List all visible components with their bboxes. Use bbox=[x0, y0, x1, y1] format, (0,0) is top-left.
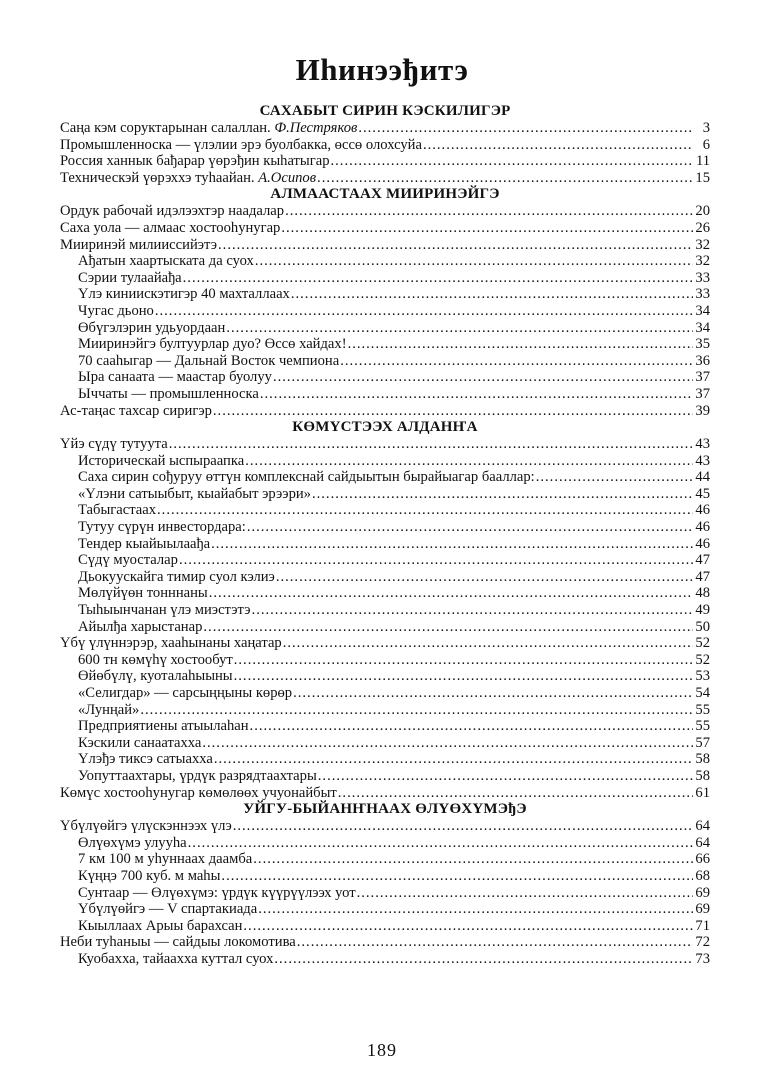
entry-page-number: 52 bbox=[695, 651, 710, 668]
entry-page-number: 37 bbox=[695, 385, 710, 402]
entry-text: Ыра санаата — маастар буолуу bbox=[78, 369, 272, 386]
entry-text: Күңңэ 700 куб. м маһы bbox=[78, 867, 221, 884]
entry-text: Айылђа харыстанар bbox=[78, 618, 203, 635]
entry-text: Техническэй үөрэххэ туһаайан. bbox=[60, 169, 255, 186]
toc-entry bbox=[60, 585, 710, 602]
toc-entry bbox=[60, 436, 710, 453]
toc-entry bbox=[60, 901, 710, 918]
dot-leader bbox=[338, 785, 693, 802]
entry-title bbox=[60, 818, 232, 835]
dot-leader bbox=[155, 303, 693, 320]
entry-title bbox=[60, 220, 280, 237]
entry-title bbox=[60, 785, 337, 802]
dot-leader bbox=[211, 536, 693, 553]
toc-entry bbox=[60, 253, 710, 270]
entry-text: Үйэ сүдү тутуута bbox=[60, 436, 168, 453]
toc-entry bbox=[60, 536, 710, 553]
entry-title bbox=[78, 303, 154, 320]
entry-page-number: 64 bbox=[695, 818, 710, 835]
entry-title bbox=[60, 403, 212, 420]
entry-page-number: 39 bbox=[695, 402, 710, 419]
entry-title bbox=[60, 170, 316, 187]
entry-page-number: 52 bbox=[695, 635, 710, 652]
dot-leader bbox=[209, 585, 693, 602]
entry-page-number: 35 bbox=[695, 336, 710, 353]
entry-title bbox=[78, 253, 254, 270]
toc-entry bbox=[60, 635, 710, 652]
dot-leader bbox=[297, 934, 693, 951]
entry-page-number: 64 bbox=[695, 834, 710, 851]
dot-leader bbox=[179, 552, 693, 569]
entry-page-number: 15 bbox=[695, 169, 710, 186]
entry-title bbox=[78, 868, 220, 885]
toc-entry bbox=[60, 303, 710, 320]
entry-page-number: 69 bbox=[695, 884, 710, 901]
toc-entry bbox=[60, 718, 710, 735]
entry-page-number: 58 bbox=[695, 751, 710, 768]
section-heading: АЛМААСТААХ МИИРИНЭЙГЭ bbox=[270, 186, 500, 203]
toc-entry bbox=[60, 951, 710, 968]
dot-leader bbox=[291, 286, 693, 303]
entry-title bbox=[78, 286, 290, 303]
toc-entry bbox=[60, 552, 710, 569]
entry-text: Кыыллаах Арыы барахсан bbox=[78, 917, 243, 934]
entry-page-number: 43 bbox=[695, 436, 710, 453]
entry-title bbox=[60, 137, 422, 154]
entry-page-number: 58 bbox=[695, 767, 710, 784]
entry-page-number: 53 bbox=[695, 668, 710, 685]
entry-page-number: 45 bbox=[695, 485, 710, 502]
entry-author: А.Осипов bbox=[258, 169, 317, 186]
entry-text: Историческай ыспыраапка bbox=[78, 452, 245, 469]
entry-text: 7 км 100 м уһуннаах даамба bbox=[78, 851, 253, 868]
entry-page-number: 55 bbox=[695, 718, 710, 735]
entry-page-number: 54 bbox=[695, 685, 710, 701]
entry-title bbox=[78, 320, 225, 337]
dot-leader bbox=[293, 685, 693, 702]
entry-page-number: 37 bbox=[695, 369, 710, 386]
entry-page-number: 48 bbox=[695, 585, 710, 602]
entry-page-number: 57 bbox=[695, 734, 710, 751]
toc-entry bbox=[60, 469, 710, 486]
entry-title bbox=[60, 120, 357, 137]
entry-page-number: 36 bbox=[695, 352, 710, 369]
entry-page-number: 71 bbox=[695, 917, 710, 934]
toc-entry bbox=[60, 868, 710, 885]
toc-entry bbox=[60, 835, 710, 852]
entry-title bbox=[78, 519, 246, 536]
entry-page-number: 68 bbox=[695, 867, 710, 884]
toc-entry bbox=[60, 270, 710, 287]
entry-text: Үлэ киниискэтигэр 40 махталлаах bbox=[78, 286, 290, 303]
toc-entry bbox=[60, 403, 710, 420]
entry-text: 600 тн көмүһү хостообут bbox=[78, 651, 233, 668]
entry-text: «Селигдар» — сарсыңңыны көрөр bbox=[78, 685, 293, 701]
toc-entry bbox=[60, 751, 710, 768]
entry-title bbox=[78, 619, 202, 636]
entry-page-number: 33 bbox=[695, 286, 710, 303]
entry-title bbox=[78, 536, 210, 553]
dot-leader bbox=[203, 619, 693, 636]
toc-entry bbox=[60, 336, 710, 353]
entry-title bbox=[60, 153, 330, 170]
entry-page-number: 34 bbox=[695, 319, 710, 336]
entry-title bbox=[78, 585, 208, 602]
entry-page-number: 32 bbox=[695, 253, 710, 270]
entry-page-number: 46 bbox=[695, 535, 710, 552]
entry-title bbox=[78, 835, 187, 852]
toc-entry bbox=[60, 486, 710, 503]
dot-leader bbox=[226, 320, 693, 337]
entry-page-number: 55 bbox=[695, 701, 710, 718]
entry-page-number: 33 bbox=[695, 269, 710, 286]
toc-entry bbox=[60, 652, 710, 669]
dot-leader bbox=[250, 718, 693, 735]
entry-text: Дьокуускайга тимир суол кэлиэ bbox=[78, 568, 275, 585]
dot-leader bbox=[252, 602, 693, 619]
entry-page-number: 66 bbox=[695, 851, 710, 868]
dot-leader bbox=[157, 502, 693, 519]
section-heading: УЙГУ-БЫЙАНҤНААХ ӨЛҮӨХҮМЭђЭ bbox=[243, 801, 527, 818]
dot-leader bbox=[233, 818, 693, 835]
toc-entry bbox=[60, 702, 710, 719]
entry-title bbox=[78, 901, 257, 918]
entry-page-number: 69 bbox=[695, 901, 710, 918]
entry-page-number: 20 bbox=[695, 203, 710, 220]
entry-text: Тендер кыайыылаађа bbox=[78, 535, 211, 552]
dot-leader bbox=[357, 885, 693, 902]
entry-title bbox=[60, 203, 284, 220]
entry-page-number: 50 bbox=[695, 618, 710, 635]
entry-title bbox=[78, 353, 339, 370]
entry-page-number: 72 bbox=[695, 934, 710, 951]
dot-leader bbox=[258, 901, 693, 918]
entry-text: Саңа кэм соруктарынан салаллан. bbox=[60, 120, 271, 136]
entry-text: Үлэђэ тиксэ сатыахха bbox=[78, 751, 213, 768]
toc-entry bbox=[60, 170, 710, 187]
entry-text: Өйөбүлү, куоталаһыыны bbox=[78, 668, 233, 685]
toc-entry bbox=[60, 203, 710, 220]
entry-text: Промышленноска — үлэлии эрэ буолбакка, өссө олохсуйа bbox=[60, 136, 422, 153]
dot-leader bbox=[312, 486, 693, 503]
dot-leader bbox=[169, 436, 693, 453]
dot-leader bbox=[285, 203, 693, 220]
toc-entry bbox=[60, 519, 710, 536]
dot-leader bbox=[536, 469, 693, 486]
toc-entry bbox=[60, 768, 710, 785]
entry-text: Өбүгэлэрин удьуордаан bbox=[78, 319, 226, 336]
dot-leader bbox=[183, 270, 693, 287]
toc-entry bbox=[60, 453, 710, 470]
entry-page-number: 26 bbox=[695, 219, 710, 236]
entry-title bbox=[78, 735, 201, 752]
entry-title bbox=[78, 652, 233, 669]
toc-entry bbox=[60, 502, 710, 519]
section-heading: КӨМҮСТЭЭХ АЛДАНҤА bbox=[292, 419, 478, 436]
dot-leader bbox=[260, 386, 693, 403]
dot-leader bbox=[213, 403, 693, 420]
toc-entry bbox=[60, 386, 710, 403]
entry-title bbox=[78, 569, 275, 586]
dot-leader bbox=[423, 137, 693, 154]
dot-leader bbox=[202, 735, 693, 752]
entry-title bbox=[60, 436, 168, 453]
toc-entry bbox=[60, 220, 710, 237]
toc-entry bbox=[60, 353, 710, 370]
dot-leader bbox=[273, 369, 693, 386]
entry-text: Мөлүйүөн тонннаны bbox=[78, 585, 208, 602]
page-number: 189 bbox=[367, 1040, 397, 1060]
entry-text: Үбү үлүннэрэр, хааһынаны хаңатар bbox=[60, 635, 282, 652]
entry-text: Саха уола — алмаас хостооһунугар bbox=[60, 219, 281, 236]
entry-text: Мииринэйгэ бултуурлар дуо? Өссө хайдах! bbox=[78, 336, 347, 353]
dot-leader bbox=[281, 220, 693, 237]
dot-leader bbox=[234, 652, 693, 669]
entry-title bbox=[78, 685, 292, 702]
dot-leader bbox=[214, 751, 693, 768]
entry-title bbox=[78, 386, 259, 403]
entry-text: Тыһыынчанан үлэ миэстэтэ bbox=[78, 602, 251, 619]
entry-page-number: 11 bbox=[695, 153, 710, 170]
entry-title bbox=[78, 751, 213, 768]
dot-leader bbox=[234, 668, 693, 685]
entry-text: Табыгастаах bbox=[78, 502, 157, 519]
dot-leader bbox=[140, 702, 693, 719]
toc-entry bbox=[60, 668, 710, 685]
toc-entry bbox=[60, 569, 710, 586]
entry-title bbox=[78, 851, 252, 868]
toc-entry bbox=[60, 851, 710, 868]
entry-page-number: 47 bbox=[695, 568, 710, 585]
dot-leader bbox=[317, 170, 693, 187]
page-title: Иhинээђитэ bbox=[295, 52, 469, 87]
entry-text: Тутуу сүрүн инвестордара: bbox=[78, 519, 246, 536]
dot-leader bbox=[245, 453, 693, 470]
entry-title bbox=[78, 768, 317, 785]
dot-leader bbox=[247, 519, 693, 536]
entry-text: Өлүөхүмэ улууһа bbox=[78, 834, 187, 851]
entry-title bbox=[78, 270, 182, 287]
entry-text: Ађатын хаартыската да суох bbox=[78, 253, 254, 270]
dot-leader bbox=[255, 253, 693, 270]
entry-title bbox=[78, 718, 249, 735]
entry-title bbox=[78, 502, 156, 519]
toc-entry bbox=[60, 934, 710, 951]
entry-text: Сүдү муосталар bbox=[78, 552, 178, 569]
entry-text: Сэрии тулаайађа bbox=[78, 269, 182, 286]
entry-page-number: 47 bbox=[695, 552, 710, 569]
entry-text: «Лунңай» bbox=[78, 701, 140, 718]
entry-text: Үбүлүөйгэ үлүскэннээх үлэ bbox=[60, 818, 232, 835]
dot-leader bbox=[253, 851, 693, 868]
entry-title bbox=[60, 237, 217, 254]
toc-entry bbox=[60, 120, 710, 137]
toc-entry bbox=[60, 685, 710, 702]
entry-page-number: 44 bbox=[695, 469, 710, 486]
entry-title bbox=[78, 602, 251, 619]
toc-entry bbox=[60, 785, 710, 802]
entry-title bbox=[60, 934, 296, 951]
toc-entry bbox=[60, 885, 710, 902]
entry-title bbox=[78, 552, 178, 569]
dot-leader bbox=[274, 951, 693, 968]
entry-text: Саха сирин сођуруу өттүн комплекснай сайдыытын бырайыагар бааллар: bbox=[78, 469, 535, 486]
entry-text: Ас-таңас тахсар сиригэр bbox=[60, 402, 212, 419]
entry-page-number: 61 bbox=[695, 784, 710, 801]
dot-leader bbox=[331, 153, 694, 170]
entry-page-number: 32 bbox=[695, 236, 710, 253]
entry-text: Мииринэй милииссийэтэ bbox=[60, 236, 218, 253]
toc-entry bbox=[60, 369, 710, 386]
dot-leader bbox=[283, 635, 693, 652]
entry-title bbox=[78, 885, 356, 902]
dot-leader bbox=[221, 868, 693, 885]
entry-page-number: 43 bbox=[695, 452, 710, 469]
table-of-contents bbox=[60, 103, 710, 968]
toc-entry bbox=[60, 735, 710, 752]
entry-text: Сунтаар — Өлүөхүмэ: үрдүк күүрүүлээх уот bbox=[78, 884, 356, 901]
entry-page-number: 46 bbox=[695, 502, 710, 519]
entry-title bbox=[78, 951, 273, 968]
dot-leader bbox=[276, 569, 693, 586]
entry-page-number: 3 bbox=[702, 120, 710, 136]
entry-title bbox=[78, 469, 535, 486]
entry-text: Ыччаты — промышленноска bbox=[78, 385, 259, 402]
toc-entry bbox=[60, 153, 710, 170]
dot-leader bbox=[348, 336, 693, 353]
toc-entry bbox=[60, 320, 710, 337]
entry-text: «Үлэни сатыыбыт, кыайабыт эрээри» bbox=[78, 485, 311, 502]
entry-text: Ордук рабочай идэлээхтэр наадалар bbox=[60, 203, 285, 220]
entry-title bbox=[78, 702, 139, 719]
entry-page-number: 6 bbox=[702, 136, 710, 153]
entry-text: Кэскили санаатахха bbox=[78, 734, 202, 751]
toc-entry bbox=[60, 818, 710, 835]
dot-leader bbox=[358, 120, 693, 137]
dot-leader bbox=[340, 353, 693, 370]
dot-leader bbox=[218, 237, 693, 254]
entry-text: Чугас дьоно bbox=[78, 302, 154, 319]
toc-entry bbox=[60, 286, 710, 303]
entry-title bbox=[78, 336, 347, 353]
entry-page-number: 34 bbox=[695, 302, 710, 319]
entry-page-number: 73 bbox=[695, 950, 710, 967]
dot-leader bbox=[318, 768, 693, 785]
section-heading: САХАБЫТ СИРИН КЭСКИЛИГЭР bbox=[259, 103, 511, 119]
entry-text: Уопуттаахтары, үрдүк разрядтаахтары bbox=[78, 767, 317, 784]
entry-page-number: 49 bbox=[695, 602, 710, 619]
toc-entry bbox=[60, 602, 710, 619]
toc-entry bbox=[60, 619, 710, 636]
entry-title bbox=[78, 486, 311, 503]
entry-text: Куобахха, тайаахха куттал суох bbox=[78, 950, 274, 967]
dot-leader bbox=[243, 918, 693, 935]
entry-text: 70 сааһыгар — Дальнай Восток чемпиона bbox=[78, 352, 340, 369]
entry-title bbox=[78, 668, 233, 685]
entry-title bbox=[78, 453, 244, 470]
entry-title bbox=[60, 635, 282, 652]
toc-entry bbox=[60, 918, 710, 935]
dot-leader bbox=[188, 835, 693, 852]
toc-entry bbox=[60, 137, 710, 154]
toc-entry bbox=[60, 237, 710, 254]
entry-text: Предприятиены атыылаһан bbox=[78, 718, 249, 735]
entry-text: Неби туһаныы — сайдыы локомотива bbox=[60, 934, 296, 951]
entry-text: Үбүлүөйгэ — V спартакиада bbox=[78, 901, 258, 918]
entry-title bbox=[78, 918, 242, 935]
entry-text: Көмүс хостооһунугар көмөлөөх учуонайбыт bbox=[60, 784, 337, 801]
entry-page-number: 46 bbox=[695, 519, 710, 536]
entry-text: Россия ханнык бађарар үөрэђин кыһатыгар bbox=[60, 153, 330, 170]
entry-title bbox=[78, 369, 272, 386]
entry-author: Ф.Пестряков bbox=[274, 120, 358, 136]
